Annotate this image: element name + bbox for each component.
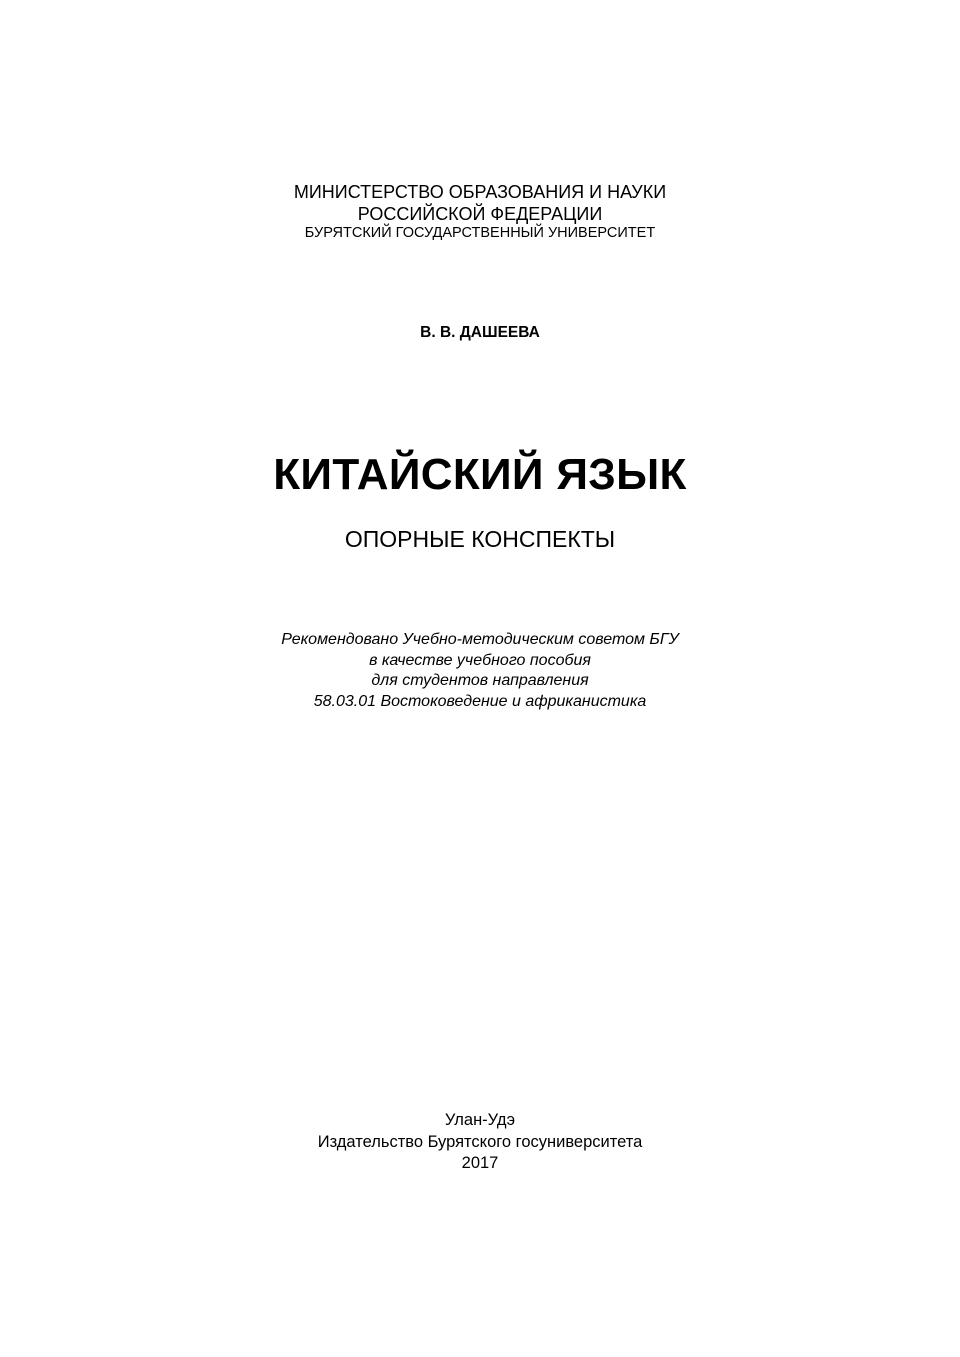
ministry-line-2: РОССИЙСКОЙ ФЕДЕРАЦИИ	[357, 204, 603, 224]
recommendation-line-4: 58.03.01 Востоковедение и африканистика	[313, 692, 647, 710]
recommendation-line-3: для студентов направления	[371, 672, 589, 689]
recommendation-line-1: Рекомендовано Учебно-методическим советом БГУ	[281, 631, 679, 648]
university-name: БУРЯТСКИЙ ГОСУДАРСТВЕННЫЙ УНИВЕРСИТЕТ	[304, 225, 656, 241]
book-subtitle: ОПОРНЫЕ КОНСПЕКТЫ	[344, 526, 616, 552]
recommendation-block	[0, 630, 960, 712]
ministry-line-1: МИНИСТЕРСТВО ОБРАЗОВАНИЯ И НАУКИ	[293, 182, 667, 202]
imprint-publisher: Издательство Бурятского госуниверситета	[317, 1132, 643, 1151]
book-title: КИТАЙСКИЙ ЯЗЫК	[273, 450, 687, 499]
recommendation-line-2: в качестве учебного пособия	[369, 651, 591, 669]
author-name: В. В. ДАШЕЕВА	[420, 324, 540, 341]
ministry-header	[0, 181, 960, 225]
imprint-year: 2017	[461, 1154, 499, 1172]
imprint-block	[0, 1110, 960, 1175]
imprint-city: Улан-Удэ	[444, 1111, 516, 1129]
